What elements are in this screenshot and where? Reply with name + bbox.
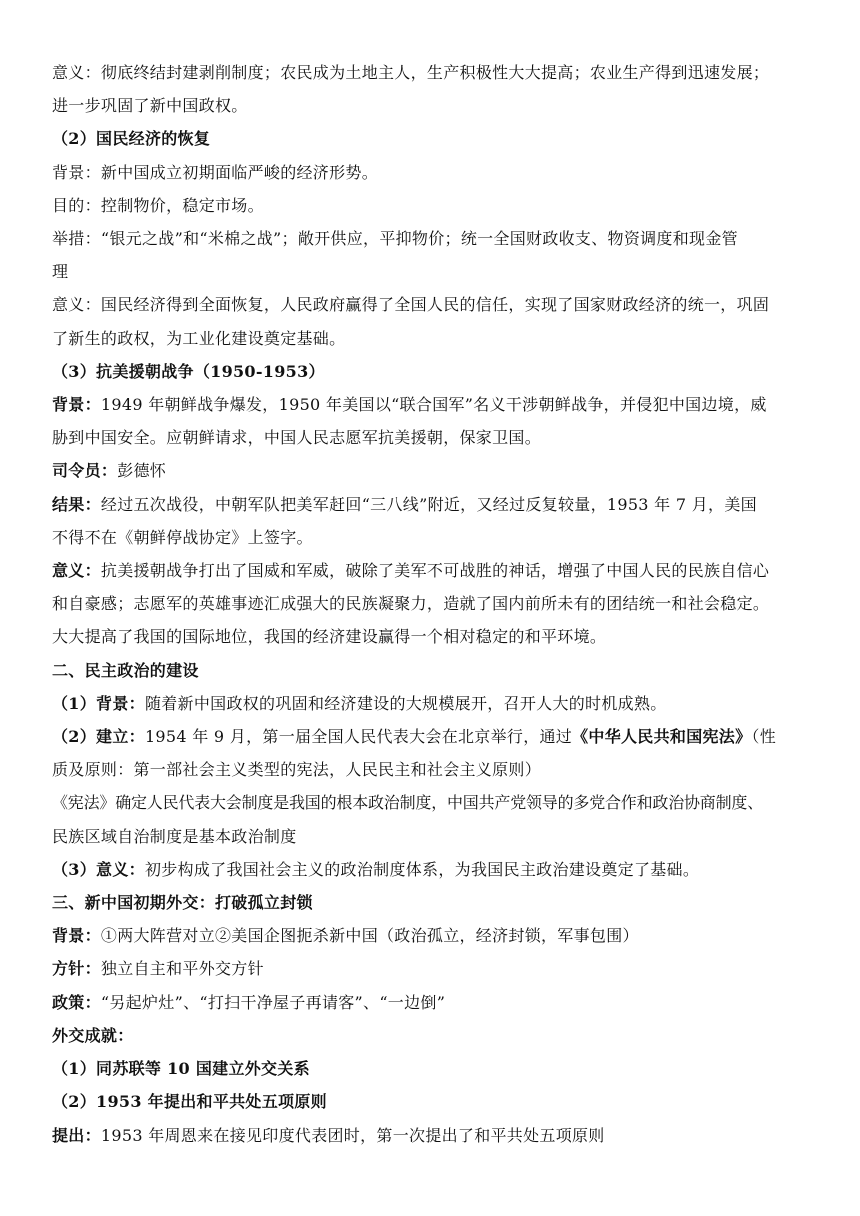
- korea-result: [52, 488, 808, 521]
- paragraph-text: 初步构成了我国社会主义的政治制度体系，为我国民主政治建设奠定了基础。: [144, 859, 700, 879]
- paragraph-text: 1949 年朝鲜战争爆发，1950 年美国以“联合国军”名义干涉朝鲜战争，并侵犯中国边境，威: [100, 395, 767, 415]
- label: （2）建立：: [52, 727, 145, 747]
- paragraph-text: “另起炉灶”、“打扫干净屋子再请客”、“一边倒”: [100, 992, 446, 1012]
- democracy-establishment: [52, 720, 808, 753]
- label: 背景：: [52, 162, 101, 182]
- achievement-item-2: （2）1953 年提出和平共处五项原则: [52, 1092, 327, 1112]
- land-reform-significance-cont: [52, 89, 808, 122]
- label: （3）意义：: [52, 859, 145, 879]
- achievement-item-1: （1）同苏联等 10 国建立外交关系: [52, 1059, 310, 1079]
- label: 背景：: [52, 926, 101, 946]
- democracy-significance: [52, 853, 808, 886]
- korea-result-cont: 不得不在《朝鲜停战协定》上签字。: [52, 527, 313, 547]
- diplomacy-background: [52, 919, 808, 952]
- diplomacy-policy: [52, 986, 808, 1019]
- constitution-note-cont: 民族区域自治制度是基本政治制度: [52, 826, 297, 846]
- paragraph-text: 控制物价，稳定市场。: [100, 195, 264, 215]
- paragraph-text: （性: [751, 727, 777, 747]
- korea-background-cont: 胁到中国安全。应朝鲜请求，中国人民志愿军抗美援朝，保家卫国。: [52, 428, 542, 448]
- label: 政策：: [52, 992, 101, 1012]
- label: 背景：: [52, 395, 101, 415]
- label: 结果：: [52, 494, 101, 514]
- paragraph-text: 独立自主和平外交方针: [100, 959, 264, 979]
- label: 举措：: [52, 229, 101, 249]
- paragraph-text: 1954 年 9 月，第一届全国人民代表大会在北京举行，通过: [144, 727, 573, 747]
- constitution-title: 《中华人民共和国宪法》: [572, 727, 752, 747]
- paragraph-text: “银元之战”和“米棉之战”；敞开供应，平抑物价；统一全国财政收支、物资调度和现金管: [100, 229, 738, 249]
- label: 方针：: [52, 959, 101, 979]
- diplomacy-guideline: [52, 952, 808, 985]
- label: 意义：: [52, 561, 101, 581]
- paragraph-text: 新中国成立初期面临严峻的经济形势。: [100, 162, 379, 182]
- diplomacy-achievements-label: 外交成就：: [52, 1025, 134, 1045]
- five-principles-proposal: [52, 1119, 808, 1152]
- economy-background: [52, 156, 808, 189]
- korea-significance-cont: 和自豪感；志愿军的英雄事迹汇成强大的民族凝聚力，造就了国内前所未有的团结统一和社会稳定。: [52, 594, 770, 614]
- label: 提出：: [52, 1125, 101, 1145]
- paragraph-text: 意义：彻底终结封建剥削制度；农民成为土地主人，生产积极性大大提高；农业生产得到迅速发展；: [52, 63, 770, 82]
- paragraph-text: 经过五次战役，中朝军队把美军赶回“三八线”附近，又经过反复较量，1953 年 7 月，美国: [100, 494, 757, 514]
- paragraph-text: 1953 年周恩来在接见印度代表团时，第一次提出了和平共处五项原则: [100, 1125, 605, 1145]
- paragraph-text: ①两大阵营对立②美国企图扼杀新中国（政治孤立，经济封锁，军事包围）: [100, 926, 639, 946]
- korea-commander: [52, 454, 808, 487]
- paragraph-text: 国民经济得到全面恢复，人民政府赢得了全国人民的信任，实现了国家财政经济的统一，巩固: [100, 295, 770, 315]
- economy-measures: [52, 222, 808, 255]
- korea-background: [52, 388, 808, 421]
- land-reform-significance: [52, 56, 808, 89]
- constitution-note: 《宪法》确定人民代表大会制度是我国的根本政治制度，中国共产党领导的多党合作和政治协商制度、: [52, 793, 764, 813]
- heading-diplomacy: 三、新中国初期外交：打破孤立封锁: [52, 893, 313, 913]
- korea-significance-cont2: 大大提高了我国的国际地位，我国的经济建设赢得一个相对稳定的和平环境。: [52, 627, 607, 647]
- paragraph-text: 随着新中国政权的巩固和经济建设的大规模展开，召开人大的时机成熟。: [144, 693, 667, 713]
- democracy-background: [52, 687, 808, 720]
- korea-significance: [52, 554, 808, 587]
- democracy-establishment-cont: 质及原则：第一部社会主义类型的宪法，人民民主和社会主义原则）: [52, 760, 542, 780]
- economy-significance-cont: 了新生的政权，为工业化建设奠定基础。: [52, 328, 346, 348]
- paragraph-text: 进一步巩固了新中国政权。: [52, 96, 248, 116]
- heading-democracy: 二、民主政治的建设: [52, 660, 199, 680]
- economy-measures-cont: 理: [52, 262, 69, 282]
- paragraph-text: 抗美援朝战争打出了国威和军威，破除了美军不可战胜的神话，增强了中国人民的民族自信心: [100, 561, 770, 581]
- heading-korean-war: （3）抗美援朝战争（1950-1953）: [52, 361, 325, 381]
- label: 意义：: [52, 295, 101, 315]
- paragraph-text: 彭德怀: [117, 461, 167, 481]
- label: 司令员：: [52, 461, 118, 481]
- heading-economy-recovery: （2）国民经济的恢复: [52, 129, 211, 149]
- label: 目的：: [52, 195, 101, 215]
- economy-significance: [52, 288, 808, 321]
- economy-goal: [52, 189, 808, 222]
- label: （1）背景：: [52, 693, 145, 713]
